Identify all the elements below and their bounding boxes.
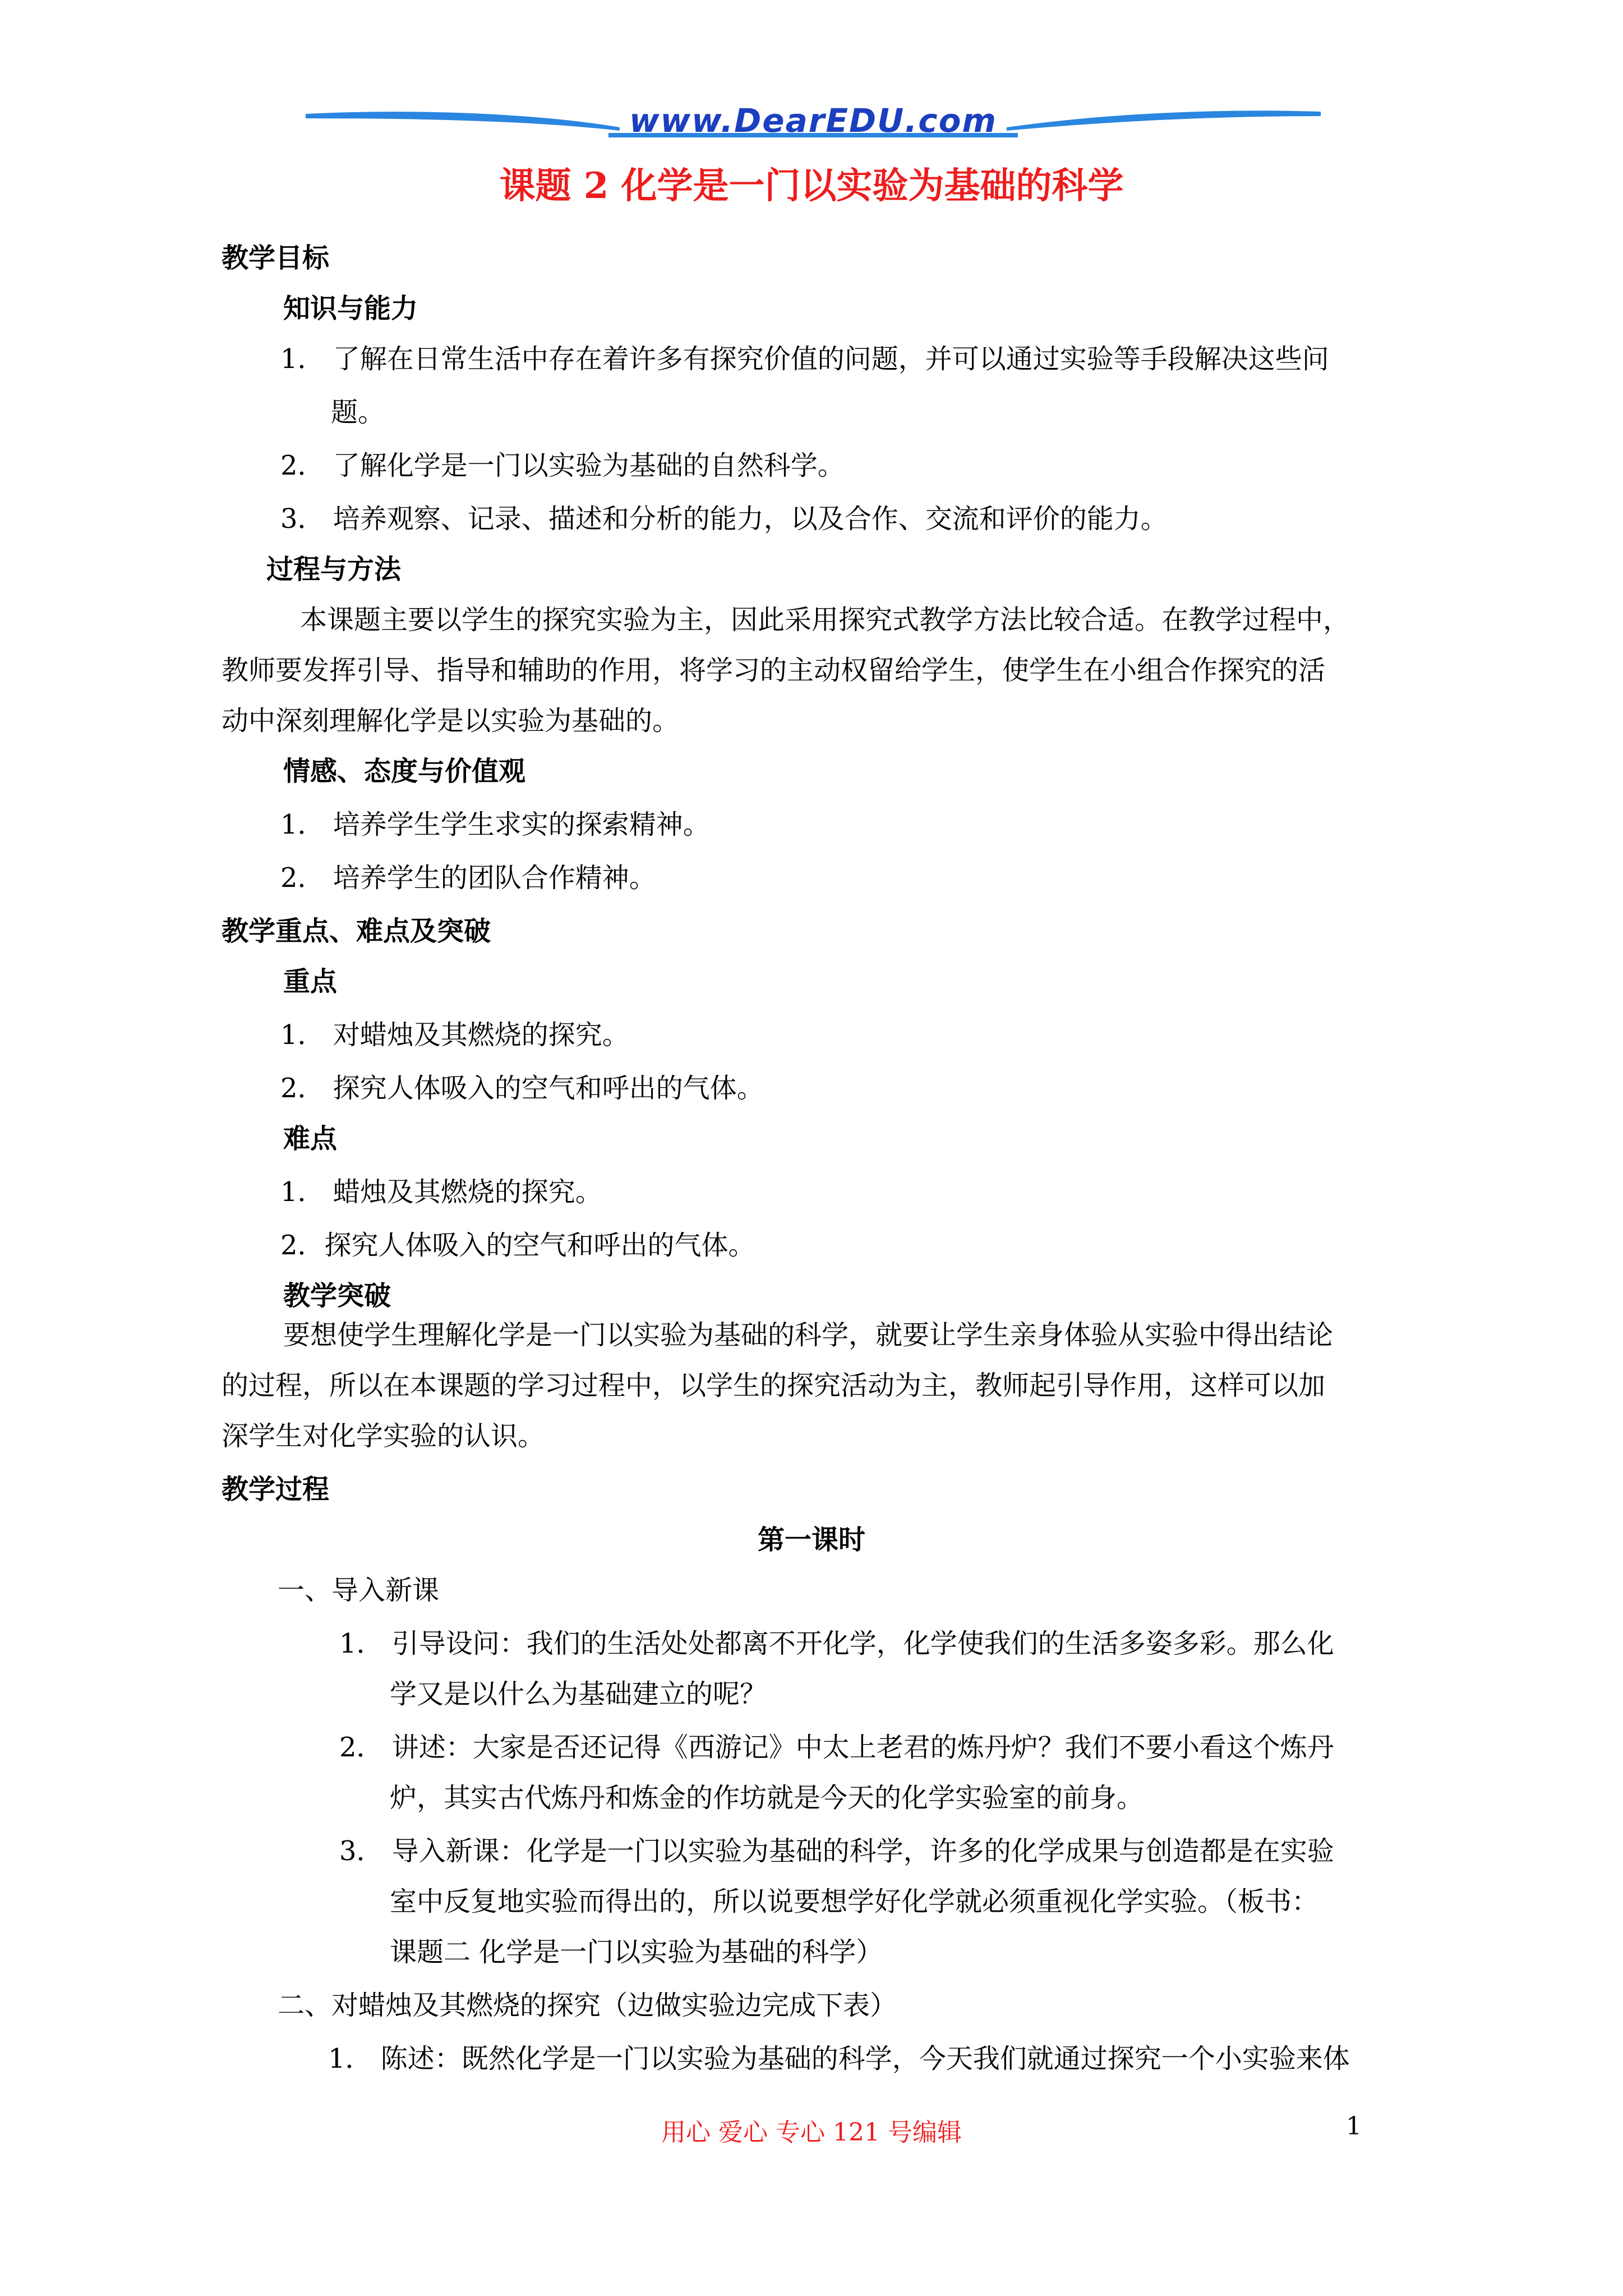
- section-heading: 重点: [283, 966, 338, 997]
- text-line: 1． 引导设问：我们的生活处处都离不开化学，化学使我们的生活多姿多彩。那么化: [339, 1628, 1334, 1659]
- section-heading: 教学突破: [283, 1280, 391, 1312]
- text-line: 1． 培养学生学生求实的探索精神。: [280, 809, 710, 840]
- text-line: 3． 培养观察、记录、描述和分析的能力，以及合作、交流和评价的能力。: [280, 503, 1168, 535]
- text-line: 本课题主要以学生的探究实验为主，因此采用探究式教学方法比较合适。在教学过程中，: [300, 604, 1350, 636]
- text-line: 2． 了解化学是一门以实验为基础的自然科学。: [280, 450, 845, 481]
- text-line: 1． 了解在日常生活中存在着许多有探究价值的问题，并可以通过实验等手段解决这些问: [280, 343, 1329, 375]
- section-heading: 教学过程: [222, 1474, 330, 1505]
- text-line: 题。: [331, 397, 385, 428]
- page-number: 1: [1346, 2112, 1362, 2141]
- page-title: 课题 2 化学是一门以实验为基础的科学: [499, 165, 1124, 207]
- text-line: 课题二 化学是一门以实验为基础的科学）: [390, 1936, 883, 1968]
- text-line: 3． 导入新课：化学是一门以实验为基础的科学，许多的化学成果与创造都是在实验: [339, 1835, 1334, 1867]
- section-heading: 教学目标: [222, 242, 330, 274]
- text-line: 动中深刻理解化学是以实验为基础的。: [222, 705, 680, 737]
- section-heading: 知识与能力: [283, 293, 418, 324]
- text-line: 要想使学生理解化学是一门以实验为基础的科学，就要让学生亲身体验从实验中得出结论: [283, 1319, 1334, 1351]
- section-heading: 情感、态度与价值观: [283, 756, 526, 787]
- text-line: 一、导入新课: [278, 1575, 440, 1606]
- section-heading: 过程与方法: [266, 554, 402, 585]
- text-line: 炉，其实古代炼丹和炼金的作坊就是今天的化学实验室的前身。: [390, 1782, 1144, 1814]
- text-line: 深学生对化学实验的认识。: [222, 1420, 545, 1452]
- text-line: 二、对蜡烛及其燃烧的探究（边做实验边完成下表）: [278, 1990, 897, 2021]
- text-line: 的过程，所以在本课题的学习过程中，以学生的探究活动为主，教师起引导作用，这样可以加: [222, 1370, 1326, 1401]
- text-line: 1． 蜡烛及其燃烧的探究。: [280, 1176, 602, 1208]
- text-line: 2． 讲述：大家是否还记得《西游记》中太上老君的炼丹炉？我们不要小看这个炼丹: [339, 1732, 1334, 1763]
- text-line: 2． 培养学生的团队合作精神。: [280, 862, 656, 894]
- section-heading: 难点: [283, 1123, 338, 1154]
- lesson-heading: 第一课时: [757, 1524, 865, 1556]
- page-footer: 用心 爱心 专心 121 号编辑: [661, 2118, 962, 2147]
- site-url: www.DearEDU.com: [629, 102, 997, 140]
- text-line: 室中反复地实验而得出的，所以说要想学好化学就必须重视化学实验。（板书：: [390, 1886, 1319, 1917]
- text-line: 2．探究人体吸入的空气和呼出的气体。: [280, 1230, 755, 1261]
- site-banner: [306, 104, 1321, 149]
- text-line: 1． 陈述：既然化学是一门以实验为基础的科学，今天我们就通过探究一个小实验来体: [328, 2043, 1350, 2074]
- section-heading: 教学重点、难点及突破: [222, 915, 491, 947]
- text-line: 1． 对蜡烛及其燃烧的探究。: [280, 1019, 629, 1051]
- text-line: 2． 探究人体吸入的空气和呼出的气体。: [280, 1073, 764, 1104]
- text-line: 学又是以什么为基础建立的呢？: [390, 1678, 767, 1710]
- text-line: 教师要发挥引导、指导和辅助的作用，将学习的主动权留给学生，使学生在小组合作探究的活: [222, 655, 1326, 686]
